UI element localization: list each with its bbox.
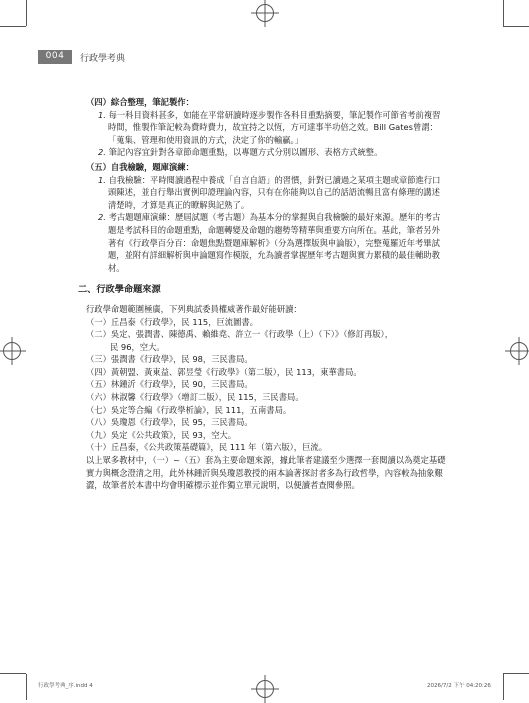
- page-number: 004: [45, 51, 65, 61]
- crop-mark: [26, 0, 27, 26]
- registration-mark-icon: [510, 342, 528, 360]
- reference-item: （二）吳定、張潤書、陳德禹、賴維堯、許立一《行政學（上）（下）》（修訂再版），: [86, 329, 393, 340]
- reference-item: （一）丘昌泰《行政學》，民 115，巨流圖書。: [86, 316, 258, 327]
- crop-mark: [503, 0, 504, 26]
- section-heading: （五）自我檢驗，題庫演練：: [86, 161, 194, 172]
- reference-item: （八）吳瓊恩《行政學》，民 95，三民書局。: [86, 417, 253, 428]
- page-body: [78, 96, 446, 492]
- intro-paragraph: 行政學命題範圍極廣，下列典試委員權威著作最好能研讀：: [86, 303, 302, 314]
- chapter-heading: 二、行政學命題來源: [78, 284, 161, 296]
- crop-mark: [503, 673, 529, 674]
- print-timestamp: 2026/7/2 下午 04:20:26: [427, 683, 491, 689]
- registration-mark-icon: [256, 4, 274, 22]
- list-item: 1. 每一科目資料甚多，如能在平常研讀時逐步製作各科目重點摘要，筆記製作可節省考前複習時間，惟製作筆記較為費時費力，故宜持之以恆，方可達事半功倍之效。Bill Gates曾謂：「蒐集、管理和使用資訊的方式，決定了你的輸贏。」: [98, 109, 441, 145]
- crop-mark: [503, 674, 504, 700]
- section-heading: （四）綜合整理，筆記製作：: [86, 97, 194, 107]
- list-item: 2. 考古題題庫演練：歷屆試題（考古題）為基本分的掌握與自我檢驗的最好來源。歷年的考古題是考試科目的命題重點，命題轉變及命題的趨勢等精華與重要方向所在。基此，筆者另外著有《行政學百分百：命題焦點暨題庫解析》（分為選擇版與申論版），完整蒐羅近年考畢試題，並附有詳細解析與申論題寫作模版，允為讀者掌握歷年考古題與實力累積的最佳輔助教材。: [98, 212, 441, 273]
- reference-item: （三）張潤書《行政學》，民 98，三民書局。: [86, 354, 253, 365]
- running-head: 行政學考典: [80, 54, 126, 64]
- reference-item: （九）吳定《公共政策》，民 93，空大。: [86, 429, 237, 440]
- reference-item: （十）丘昌泰，《公共政策基礎篇》，民 111 年（第六版），巨流。: [86, 442, 327, 453]
- crop-mark: [26, 674, 27, 700]
- reference-item-continuation: 民 96，空大。: [110, 341, 165, 352]
- reference-item: （六）林淑馨《行政學》（增訂二版），民 115，三民書局。: [86, 392, 304, 403]
- closing-paragraph: 以上眾多教材中，（一）~（五）套為主要命題來源，據此筆者建議至少選擇一套閱讀以為奠定基礎實力與概念澄清之用，此外林鍾沂與吳瓊恩教授的兩本論著探討者多為行政哲學，內容較為抽象艱澀，故筆者於本書中均會明確標示並作獨立單元說明，以便讀者查閱參照。: [86, 455, 446, 491]
- crop-mark: [0, 673, 26, 674]
- list-item: 1. 自我檢驗：平時閱讀過程中養成「自言自語」的習慣，針對已讀過之某項主題或章節進行口頭陳述，並自行舉出實例印證理論內容，只有在你能夠以自己的話語流暢且富有條理的講述清楚時，才算是真正的瞭解與記熟了。: [98, 174, 441, 210]
- file-name: 行政學考典_序.indd 4: [38, 683, 93, 689]
- reference-item: （七）吳定等合編《行政學析論》，民 111，五南書局。: [86, 404, 292, 415]
- registration-mark-icon: [256, 680, 274, 698]
- reference-item: （五）林鍾沂《行政學》，民 90，三民書局。: [86, 379, 253, 390]
- crop-mark: [503, 26, 529, 27]
- registration-mark-icon: [3, 342, 21, 360]
- crop-mark: [0, 26, 26, 27]
- list-item: 2. 筆記內容宜針對各章節命題重點，以專題方式分別以圖形、表格方式統整。: [98, 147, 383, 158]
- reference-item: （四）黃朝盟、黃東益、郭昱瑩《行政學》（第二版），民 113，東華書局。: [86, 366, 362, 377]
